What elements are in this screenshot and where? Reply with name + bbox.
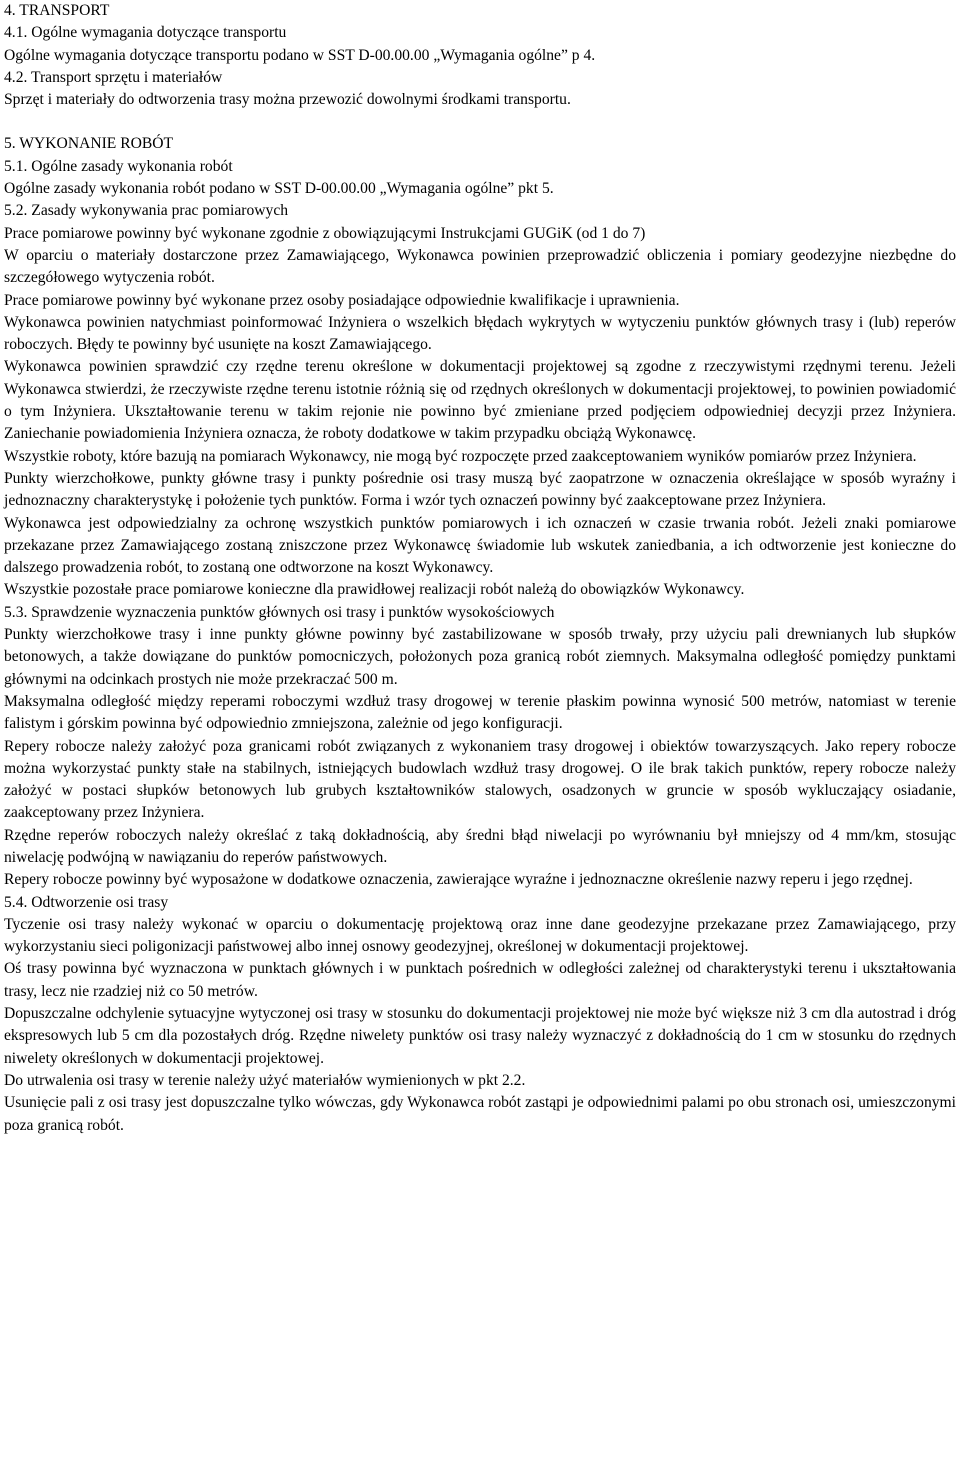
subsection-heading: 5.4. Odtworzenie osi trasy [4,893,169,911]
subsection-heading: 5.3. Sprawdzenie wyznaczenia punktów głównych osi trasy i punktów wysokościowych [4,603,555,621]
paragraph: Tyczenie osi trasy należy wykonać w oparciu o dokumentację projektową oraz inne dane geodezyjne przekazane przez Zamawiającego, przy wykorzystaniu sieci poligonizacji państwowej albo innej osnowy geodezyjnej, określonej w dokumentacji projektowej. [4,915,956,956]
paragraph: Punkty wierzchołkowe, punkty główne trasy i punkty pośrednie osi trasy muszą być zaopatrzone w oznaczenia określające w sposób wyraźny i jednoznaczny charakterystykę i położenie tych punktów. Forma i wzór tych oznaczeń powinny być zaakceptowane przez Inżyniera. [4,469,956,510]
subsection-heading: 5.2. Zasady wykonywania prac pomiarowych [4,202,289,220]
paragraph: Maksymalna odległość między reperami roboczymi wzdłuż trasy drogowej w terenie płaskim powinna wynosić 500 metrów, natomiast w terenie falistym i górskim powinna być odpowiednio zmniejszona, zależnie od jego konfiguracji. [4,692,956,733]
subsection-heading: 4.2. Transport sprzętu i materiałów [4,68,223,86]
paragraph: Wszystkie pozostałe prace pomiarowe konieczne dla prawidłowej realizacji robót należą do obowiązków Wykonawcy. [4,581,745,599]
paragraph: Wykonawca powinien natychmiast poinformować Inżyniera o wszelkich błędach wykrytych w wytyczeniu punktów głównych trasy i (lub) reperów roboczych. Błędy te powinny być usunięte na koszt Zamawiającego. [4,313,956,354]
paragraph: Dopuszczalne odchylenie sytuacyjne wytyczonej osi trasy w stosunku do dokumentacji projektowej nie może być większe niż 3 cm dla autostrad i dróg ekspresowych lub 5 cm dla pozostałych dróg. Rzędne niwelety punktów osi trasy należy wyznaczyć z dokładnością do 1 cm w stosunku do rzędnych niwelety określonych w dokumentacji projektowej. [4,1005,956,1067]
paragraph: Wszystkie roboty, które bazują na pomiarach Wykonawcy, nie mogą być rozpoczęte przed zaakceptowaniem wyników pomiarów przez Inżyniera. [4,447,917,465]
paragraph: Ogólne zasady wykonania robót podano w SST D-00.00.00 „Wymagania ogólne” pkt 5. [4,180,554,198]
paragraph: Wykonawca jest odpowiedzialny za ochronę wszystkich punktów pomiarowych i ich oznaczeń w czasie trwania robót. Jeżeli znaki pomiarowe przekazane przez Zamawiającego zostaną zniszczone przez Wykonawcę świadomie lub wskutek zaniedbania, a ich odtworzenie jest konieczne do dalszego prowadzenia robót, to zostaną one odtworzone na koszt Wykonawcy. [4,514,956,577]
paragraph: Repery robocze powinny być wyposażone w dodatkowe oznaczenia, zawierające wyraźne i jednoznaczne określenie nazwy reperu i jego rzędnej. [4,871,913,889]
section-heading: 4. TRANSPORT [4,2,110,19]
paragraph: Prace pomiarowe powinny być wykonane zgodnie z obowiązującymi Instrukcjami GUGiK (od 1 do 7) [4,224,646,242]
paragraph: Ogólne wymagania dotyczące transportu podano w SST D-00.00.00 „Wymagania ogólne” p 4. [4,46,596,64]
paragraph: Oś trasy powinna być wyznaczona w punktach głównych i w punktach pośrednich w odległości zależnej od charakterystyki terenu i ukształtowania trasy, lecz nie rzadziej niż co 50 metrów. [4,960,956,1000]
paragraph: Punkty wierzchołkowe trasy i inne punkty główne powinny być zastabilizowane w sposób trwały, przy użyciu pali drewnianych lub słupków betonowych, a także dowiązane do punktów pomocniczych, położonych poza granicą robót ziemnych. Maksymalna odległość pomiędzy punktami głównymi na odcinkach prostych nie może przekraczać 500 m. [4,626,956,688]
section-heading: 5. WYKONANIE ROBÓT [4,135,174,153]
paragraph: Sprzęt i materiały do odtworzenia trasy można przewozić dowolnymi środkami transportu. [4,91,571,109]
paragraph: W oparciu o materiały dostarczone przez Zamawiającego, Wykonawca powinien przeprowadzić obliczenia i pomiary geodezyjne niezbędne do szczegółowego wytyczenia robót. [4,246,956,287]
paragraph: Prace pomiarowe powinny być wykonane przez osoby posiadające odpowiednie kwalifikacje i uprawnienia. [4,291,680,309]
subsection-heading: 4.1. Ogólne wymagania dotyczące transportu [4,24,287,42]
paragraph: Repery robocze należy założyć poza granicami robót związanych z wykonaniem trasy drogowej i obiektów towarzyszących. Jako repery robocze można wykorzystać punkty stałe na stabilnych, istniejących budowlach wzdłuż trasy drogowej. O ile brak takich punktów, repery robocze należy założyć w postaci słupków betonowych lub grubych kształtowników stalowych, osadzonych w gruncie w sposób wykluczający osiadanie, zaakceptowany przez Inżyniera. [4,737,956,822]
paragraph: Rzędne reperów roboczych należy określać z taką dokładnością, aby średni błąd niwelacji po wyrównaniu był mniejszy od 4 mm/km, stosując niwelację podwójną w nawiązaniu do reperów państwowych. [4,826,956,866]
paragraph: Do utrwalenia osi trasy w terenie należy użyć materiałów wymienionych w pkt 2.2. [4,1071,526,1089]
paragraph: Usunięcie pali z osi trasy jest dopuszczalne tylko wówczas, gdy Wykonawca robót zastąpi je odpowiednimi palami po obu stronach osi, umieszczonymi poza granicą robót. [4,1094,956,1134]
subsection-heading: 5.1. Ogólne zasady wykonania robót [4,157,233,175]
paragraph: Wykonawca powinien sprawdzić czy rzędne terenu określone w dokumentacji projektowej są zgodne z rzeczywistymi rzędnymi terenu. Jeżeli Wykonawca stwierdzi, że rzeczywiste rzędne terenu istotnie różnią się od rzędnych określonych w dokumentacji projektowej, to powinien powiadomić o tym Inżyniera. Ukształtowanie terenu w takim rejonie nie powinno być zmieniane przed podjęciem odpowiedniej decyzji przez Inżyniera. Zaniechanie powiadomienia Inżyniera oznacza, że roboty dodatkowe w takim przypadku obciążą Wykonawcę. [4,358,956,443]
